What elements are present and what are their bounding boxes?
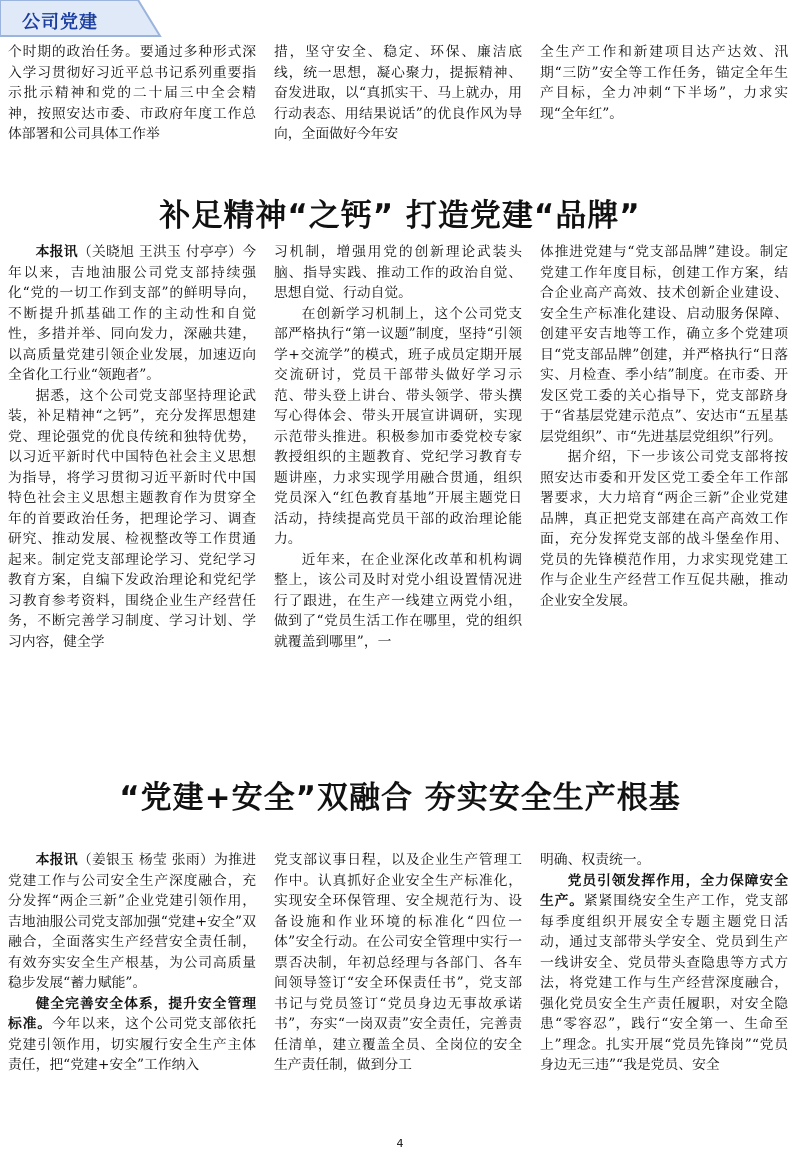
article1-col-3 — [540, 242, 788, 742]
top-col-3 — [540, 42, 788, 172]
article2-col-3 — [540, 850, 788, 1132]
article2-subhead-2: 党员引领发挥作用，全力保障安全生产。 — [540, 872, 788, 909]
article2-p2-text: 今年以来，这个公司党支部依托党建引领作用，切实履行安全生产主体责任，把“党建+安全”工作纳入 — [8, 1016, 256, 1073]
article1-body — [8, 242, 788, 742]
article2-col-1 — [8, 850, 256, 1132]
article1-p6: 体推进党建与“党支部品牌”建设。制定党建工作年度目标，创建工作方案，结合企业高产高效、技术创新企业建设、安全生产标准化建设、启动服务保障、创建平安吉地等工作，确立多个党建项目“党支部品牌”创建，并严格执行“日落实、月检查、季小结”制度。在市委、开发区党工委的关心指导下，党支部跻身于“省基层党建示范点”、安达市“五星基层党组织”、市“先进基层党组织”行列。 — [540, 244, 788, 445]
top-col-2-text: 措，坚守安全、稳定、环保、廉洁底线，统一思想，凝心聚力，提振精神、奋发进取，以“真抓实干、马上就办，用行动表态、用结果说话”的优良作风为导向，全面做好今年安 — [274, 44, 522, 142]
top-col-2 — [274, 42, 522, 172]
article1-lead: 本报讯 — [35, 244, 78, 260]
article2-p4: 明确、权责统一。 — [540, 852, 651, 868]
article1-p5: 近年来，在企业深化改革和机构调整上，该公司及时对党小组设置情况进行了跟进，在生产一线建立两党小组，做到了“党员生活工作在哪里，党的组织就覆盖到哪里”，一 — [274, 551, 522, 650]
article1-p1-text: （关晓旭 王洪玉 付亭亭）今年以来，吉地油服公司党支部持续强化“党的一切工作到支部”的鲜明导向，不断提升抓基础工作的主动性和自觉性，多措并举、同向发力，深融共建，以高质量党建引领企业发展，加速迈向全省化工行业“领跑者”。 — [8, 244, 256, 383]
article2-p3: 党支部议事日程，以及企业生产管理工作中。认真抓好企业安全生产标准化，实现安全环保管理、安全规范行为、设备设施和作业环境的标准化“四位一体”安全行动。在公司安全管理中实行一票否决制，年初总经理与各部门、各车间领导签订“安全环保责任书”，党支部书记与党员签订“党员身边无事故承诺书”，夯实“一岗双责”安全责任，完善责任清单，建立覆盖全员、全岗位的安全生产责任制，做到分工 — [274, 852, 522, 1073]
article1-p7: 据介绍，下一步该公司党支部将按照安达市委和开发区党工委全年工作部署要求，大力培育“两企三新”企业党建品牌，真正把党支部建在高产高效工作面，充分发挥党支部的战斗堡垒作用、党员的先锋模范作用，力求实现党建工作与企业生产经营工作互促共融，推动企业安全发展。 — [540, 449, 788, 609]
page-number: 4 — [396, 1137, 404, 1150]
top-col-3-text: 全生产工作和新建项目达产达效、汛期“三防”安全等工作任务，锚定全年生产目标，全力冲刺“下半场”，力求实现“全年红”。 — [540, 44, 788, 122]
article1-p2: 据悉，这个公司党支部坚持理论武装，补足精神“之钙”，充分发挥思想建党、理论强党的优良传统和独特优势，以习近平新时代中国特色社会主义思想为指导，将学习贯彻习近平新时代中国特色社会主义思想主题教育作为贯穿全年的首要政治任务，把理论学习、调查研究、推动发展、检视整改等工作贯通起来。制定党支部理论学习、党纪学习教育方案，自编下发政治理论和党纪学习教育参考资料，围绕企业生产经营任务，不断完善学习制度、学习计划、学习内容，健全学 — [8, 387, 256, 650]
article1-col-1 — [8, 242, 256, 742]
article2-col-2 — [274, 850, 522, 1132]
article2-p5 — [540, 871, 788, 1076]
article2-p1 — [8, 850, 256, 994]
article2-p2 — [8, 994, 256, 1076]
article2-subhead-1: 健全完善安全体系，提升安全管理标准。 — [8, 995, 256, 1032]
article1-col-2 — [274, 242, 522, 742]
article2-p5-text: 紧紧围绕安全生产工作，党支部每季度组织开展安全专题主题党日活动，通过支部带头学安全、党员到生产一线讲安全、党员带头查隐患等方式方法，将党建工作与生产经营深度融合，强化党员安全生产责任履职，对安全隐患“零容忍”，践行“安全第一、生命至上”理念。扎实开展“党员先锋岗”“党员身边无三违”“我是党员、安全 — [540, 893, 788, 1073]
article2-title: “党建+安全”双融合 夯实安全生产根基 — [119, 780, 681, 816]
article2-p1-text: （姜银玉 杨莹 张雨）为推进党建工作与公司安全生产深度融合，充分发挥“两企三新”企业党建引领作用，吉地油服公司党支部加强“党建+安全”双融合，全面落实生产经营安全责任制，有效夯实安全生产根基，为公司高质量稳步发展“蓄力赋能”。 — [8, 852, 256, 991]
top-col-1-text: 个时期的政治任务。要通过多种形式深入学习贯彻好习近平总书记系列重要指示批示精神和党的二十届三中全会精神，按照安达市委、市政府年度工作总体部署和公司具体工作举 — [8, 44, 256, 142]
article1-p4: 在创新学习机制上，这个公司党支部严格执行“第一议题”制度，坚持“引领学+交流学”的模式，班子成员定期开展交流研讨，党员干部带头做好学习示范、带头登上讲台、带头领学、带头撰写心得体会、带头开展宣讲调研，实现示范带头推进。积极参加市委党校专家教授组织的主题教育、党纪学习教育专题讲座，力求实现学用融合贯通，组织党员深入“红色教育基地”开展主题党日活动，持续提高党员干部的政治理论能力。 — [274, 305, 522, 547]
top-col-1 — [8, 42, 256, 172]
article1-title: 补足精神“之钙” 打造党建“品牌” — [159, 198, 641, 234]
article1-p1 — [8, 242, 256, 386]
top-continuation — [8, 42, 788, 172]
section-tab — [0, 0, 162, 38]
article1-p3: 习机制，增强用党的创新理论武装头脑、指导实践、推动工作的政治自觉、思想自觉、行动自觉。 — [274, 244, 522, 301]
article2-lead: 本报讯 — [35, 852, 78, 868]
section-label: 公司党建 — [22, 12, 98, 33]
article2-body — [8, 850, 788, 1132]
